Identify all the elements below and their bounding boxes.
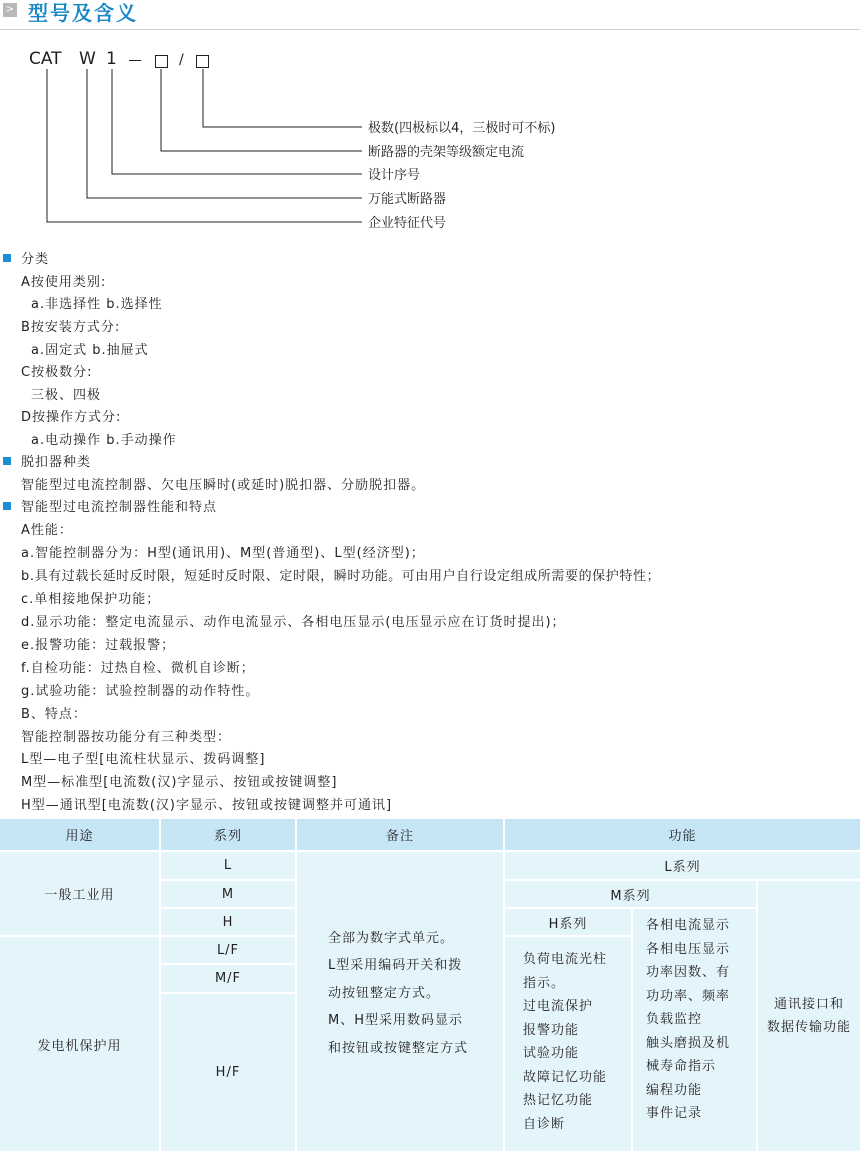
func-l-series: L系列 [505,852,860,879]
release-text: 智能型过电流控制器、欠电压瞬时(或延时)脱扣器、分励脱扣器。 [21,478,426,493]
class-line: 三极、四极 [31,388,102,403]
bullet-square-icon [3,457,11,465]
usage-general-cell: 一般工业用 [0,852,159,935]
usage-generator-cell: 发电机保护用 [0,937,159,1151]
meaning-design-number: 设计序号 [368,168,421,183]
func-item: 各相电流显示 [646,918,731,933]
remarks-line: 全部为数字式单元。 [328,930,455,946]
series-cell: H [161,909,295,935]
meaning-frame-current: 断路器的壳架等级额定电流 [368,145,525,160]
chevron-right-icon: > [3,3,17,17]
meaning-breaker-type: 万能式断路器 [368,192,447,207]
bullet-square-icon [3,254,11,262]
model-box-poles [196,55,209,68]
func-m-items-cell [633,909,756,1151]
meaning-company-code: 企业特征代号 [368,216,447,231]
func-item: 编程功能 [646,1082,703,1098]
class-line: B按安装方式分: [21,320,121,335]
bullet-square-icon [3,502,11,510]
remarks-line: L型采用编码开关和拨 [328,958,463,974]
controller-line: a.智能控制器分为：H型(通讯用)、M型(普通型)、L型(经济型)； [21,546,425,561]
controller-line: d.显示功能：整定电流显示、动作电流显示、各相电压显示(电压显示应在订货时提出)； [21,615,566,630]
remarks-line: 动按钮整定方式。 [328,985,441,1001]
remarks-line: 和按钮或按键整定方式 [328,1040,469,1056]
controller-line: b.具有过载长延时反时限，短延时反时限、定时限，瞬时功能。可由用户自行设定组成所需要的保护特性； [21,569,661,584]
func-item: 各相电压显示 [646,941,731,957]
func-m-series: M系列 [505,881,756,907]
func-item: 事件记录 [646,1106,703,1121]
section-title: 型号及含义 [28,1,138,25]
classification-heading: 分类 [21,252,50,267]
controller-line: A性能： [21,523,73,538]
func-item: 械寿命指示 [646,1059,717,1074]
model-dash [129,60,141,61]
series-cell: H/F [161,994,295,1151]
series-cell: L [161,852,295,879]
remarks-cell [297,852,503,1151]
controller-line: M型—标准型[电流数(汉)字显示、按钮或按键调整] [21,775,338,790]
model-box-frame [155,55,168,68]
func-h-series: H系列 [505,909,631,935]
controller-line: g.试验功能：试验控制器的动作特性。 [21,684,260,699]
func-item: 触头磨损及机 [646,1035,731,1051]
func-l-items-cell [505,937,631,1151]
func-item: 自诊断 [523,1116,566,1132]
class-line: D按操作方式分: [21,410,122,425]
func-item: 负荷电流光柱 [523,952,608,967]
func-item: 报警功能 [523,1022,580,1038]
series-cell: L/F [161,937,295,963]
series-cell: M/F [161,965,295,992]
controller-line: f.自检功能：过热自检、微机自诊断； [21,661,255,676]
model-slash: / [179,52,184,68]
table-header-remarks: 备注 [297,819,503,850]
table-header-series: 系列 [161,819,295,850]
func-item: 功功率、频率 [646,988,731,1004]
func-item: 热记忆功能 [523,1093,594,1108]
class-line: a.非选择性 b.选择性 [31,297,163,312]
controller-line: 智能控制器按功能分有三种类型： [21,730,232,745]
leader-line-frame-current [161,69,362,151]
class-line: a.固定式 b.抽屉式 [31,343,149,358]
controller-line: H型—通讯型[电流数(汉)字显示、按钮或按键调整并可通讯] [21,798,393,813]
remarks-line: M、H型采用数码显示 [328,1013,463,1029]
class-line: C按极数分: [21,365,93,380]
controller-line: c.单相接地保护功能； [21,592,161,607]
release-heading: 脱扣器种类 [21,455,92,470]
function-table [0,819,860,1151]
meaning-poles: 极数(四极标以4，三极时可不标) [368,121,556,136]
class-line: A按使用类别: [21,275,107,290]
func-item: 指示。 [523,975,566,991]
controller-heading: 智能型过电流控制器性能和特点 [21,500,218,515]
func-item: 过电流保护 [523,999,594,1014]
leader-line-design-number [112,69,362,174]
func-item: 故障记忆功能 [523,1069,608,1085]
series-cell: M [161,881,295,907]
func-h-items-cell [758,881,860,1151]
class-line: a.电动操作 b.手动操作 [31,433,177,448]
controller-line: e.报警功能：过载报警； [21,638,176,653]
model-w: W [79,49,96,69]
func-item: 功率因数、有 [646,965,731,980]
table-header-function: 功能 [505,819,860,850]
model-prefix: CAT [29,49,62,69]
leader-line-breaker-type [87,69,362,198]
func-item: 试验功能 [523,1046,580,1061]
table-header-usage: 用途 [0,819,159,850]
controller-line: L型—电子型[电流柱状显示、拨码调整] [21,752,266,767]
func-item: 通讯接口和 [773,996,844,1012]
model-one: 1 [106,49,117,69]
leader-line-company-code [47,69,362,222]
func-item: 数据传输功能 [766,1020,851,1035]
controller-line: B、特点： [21,707,87,722]
leader-line-poles [203,69,362,127]
func-item: 负载监控 [646,1012,703,1027]
